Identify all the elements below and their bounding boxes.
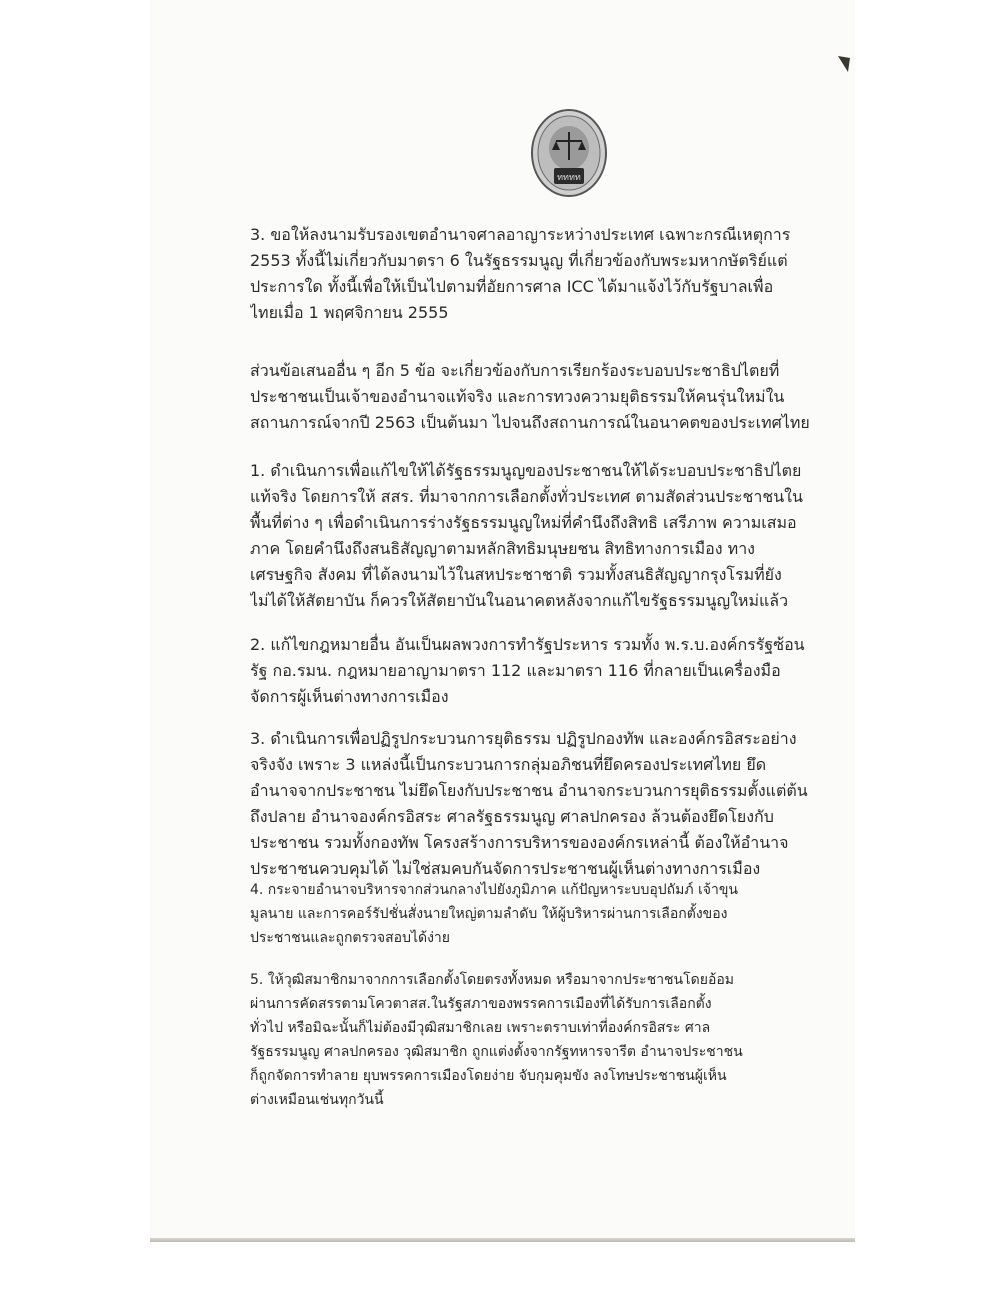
paragraph-3-line: ประการใด ทั้งนี้เพื่อให้เป็นไปตามที่อัยการศาล ICC ได้มาแจ้งไว้กับรัฐบาลเพื่อ <box>250 277 774 296</box>
proposal-line: 1. ดำเนินการเพื่อแก้ไขให้ได้รัฐธรรมนูญของประชาชนให้ได้ระบอบประชาธิปไตย <box>250 461 802 480</box>
proposal-line: แท้จริง โดยการให้ สสร. ที่มาจากการเลือกตั้งทั่วประเทศ ตามสัดส่วนประชาชนใน <box>250 487 803 506</box>
proposal-line: รัฐ กอ.รมน. กฎหมายอาญามาตรา 112 และมาตรา 116 ที่กลายเป็นเครื่องมือ <box>250 661 781 680</box>
proposal-line: ถึงปลาย อำนาจองค์กรอิสระ ศาลรัฐธรรมนูญ ศาลปกครอง ล้วนต้องยึดโยงกับ <box>250 807 774 826</box>
proposal-item-3 <box>250 726 850 882</box>
proposal-line: ต่างเหมือนเช่นทุกวันนี้ <box>250 1092 384 1108</box>
paragraph-3-line: 2553 ทั้งนี้ไม่เกี่ยวกับมาตรา 6 ในรัฐธรรมนูญ ที่เกี่ยวข้องกับพระมหากษัตริย์แต่ <box>250 251 788 270</box>
proposal-line: 4. กระจายอำนาจบริหารจากส่วนกลางไปยังภูมิภาค แก้ปัญหาระบบอุปถัมภ์ เจ้าขุน <box>250 882 738 898</box>
proposal-line: มูลนาย และการคอร์รัปชั่นสั่งนายใหญ่ตามลำดับ ให้ผู้บริหารผ่านการเลือกตั้งของ <box>250 906 728 922</box>
proposal-item-1 <box>250 458 850 614</box>
paragraph-3 <box>250 222 850 326</box>
seal-emblem-icon <box>530 108 608 198</box>
proposal-line: 2. แก้ไขกฎหมายอื่น อันเป็นผลพวงการทำรัฐประหาร รวมทั้ง พ.ร.บ.องค์กรรัฐซ้อน <box>250 635 805 654</box>
seal-lettering: ทททท <box>557 173 581 183</box>
paragraph-3-line: 3. ขอให้ลงนามรับรองเขตอำนาจศาลอาญาระหว่างประเทศ เฉพาะกรณีเหตุการ <box>250 225 791 244</box>
intro-paragraph <box>250 358 850 436</box>
proposal-line: ประชาชนและถูกตรวจสอบได้ง่าย <box>250 930 450 946</box>
proposal-line: จัดการผู้เห็นต่างทางการเมือง <box>250 687 449 706</box>
paper-bottom-edge <box>150 1238 855 1242</box>
paragraph-3-line: ไทยเมื่อ 1 พฤศจิกายน 2555 <box>250 303 449 322</box>
proposal-line: อำนาจจากประชาชน ไม่ยึดโยงกับประชาชน อำนาจกระบวนการยุติธรรมตั้งแต่ต้น <box>250 781 808 800</box>
intro-line: สถานการณ์จากปี 2563 เป็นต้นมา ไปจนถึงสถานการณ์ในอนาคตของประเทศไทย <box>250 413 810 432</box>
proposal-line: ประชาชน รวมทั้งกองทัพ โครงสร้างการบริหารขององค์กรเหล่านี้ ต้องให้อำนาจ <box>250 833 789 852</box>
proposal-line: ภาค โดยคำนึงถึงสนธิสัญญาตามหลักสิทธิมนุษยชน สิทธิทางการเมือง ทาง <box>250 539 755 558</box>
proposal-line: พื้นที่ต่าง ๆ เพื่อดำเนินการร่างรัฐธรรมนูญใหม่ที่คำนึงถึงสิทธิ เสรีภาพ ความเสมอ <box>250 513 797 532</box>
proposal-item-4 <box>250 878 850 950</box>
proposal-line: จริงจัง เพราะ 3 แหล่งนี้เป็นกระบวนการกลุ่มอภิชนที่ยึดครองประเทศไทย ยึด <box>250 755 767 774</box>
proposal-line: ประชาชนควบคุมได้ ไม่ใช่สมคบกันจัดการประชาชนผู้เห็นต่างทางการเมือง <box>250 859 761 878</box>
proposal-line: ก็ถูกจัดการทำลาย ยุบพรรคการเมืองโดยง่าย จับกุมคุมขัง ลงโทษประชาชนผู้เห็น <box>250 1068 727 1084</box>
proposal-line: ผ่านการคัดสรรตามโควตาสส.ในรัฐสภาของพรรคการเมืองที่ได้รับการเลือกตั้ง <box>250 996 712 1012</box>
intro-line: ส่วนข้อเสนออื่น ๆ อีก 5 ข้อ จะเกี่ยวข้องกับการเรียกร้องระบอบประชาธิปไตยที่ <box>250 361 780 380</box>
proposal-line: รัฐธรรมนูญ ศาลปกครอง วุฒิสมาชิก ถูกแต่งตั้งจากรัฐทหารจารีต อำนาจประชาชน <box>250 1044 743 1060</box>
intro-line: ประชาชนเป็นเจ้าของอำนาจแท้จริง และการทวงความยุติธรรมให้คนรุ่นใหม่ใน <box>250 387 785 406</box>
proposal-line: ไม่ได้ให้สัตยาบัน ก็ควรให้สัตยาบันในอนาคตหลังจากแก้ไขรัฐธรรมนูญใหม่แล้ว <box>250 591 789 610</box>
proposal-line: ทั่วไป หรือมิฉะนั้นก็ไม่ต้องมีวุฒิสมาชิกเลย เพราะตราบเท่าที่องค์กรอิสระ ศาล <box>250 1020 711 1036</box>
proposal-item-2 <box>250 632 850 710</box>
proposal-line: เศรษฐกิจ สังคม ที่ได้ลงนามไว้ในสหประชาชาติ รวมทั้งสนธิสัญญากรุงโรมที่ยัง <box>250 565 782 584</box>
proposal-line: 5. ให้วุฒิสมาชิกมาจากการเลือกตั้งโดยตรงทั้งหมด หรือมาจากประชาชนโดยอ้อม <box>250 972 734 988</box>
corner-mark-icon <box>838 56 850 72</box>
proposal-item-5 <box>250 968 850 1112</box>
proposal-line: 3. ดำเนินการเพื่อปฏิรูปกระบวนการยุติธรรม ปฏิรูปกองทัพ และองค์กรอิสระอย่าง <box>250 729 797 748</box>
